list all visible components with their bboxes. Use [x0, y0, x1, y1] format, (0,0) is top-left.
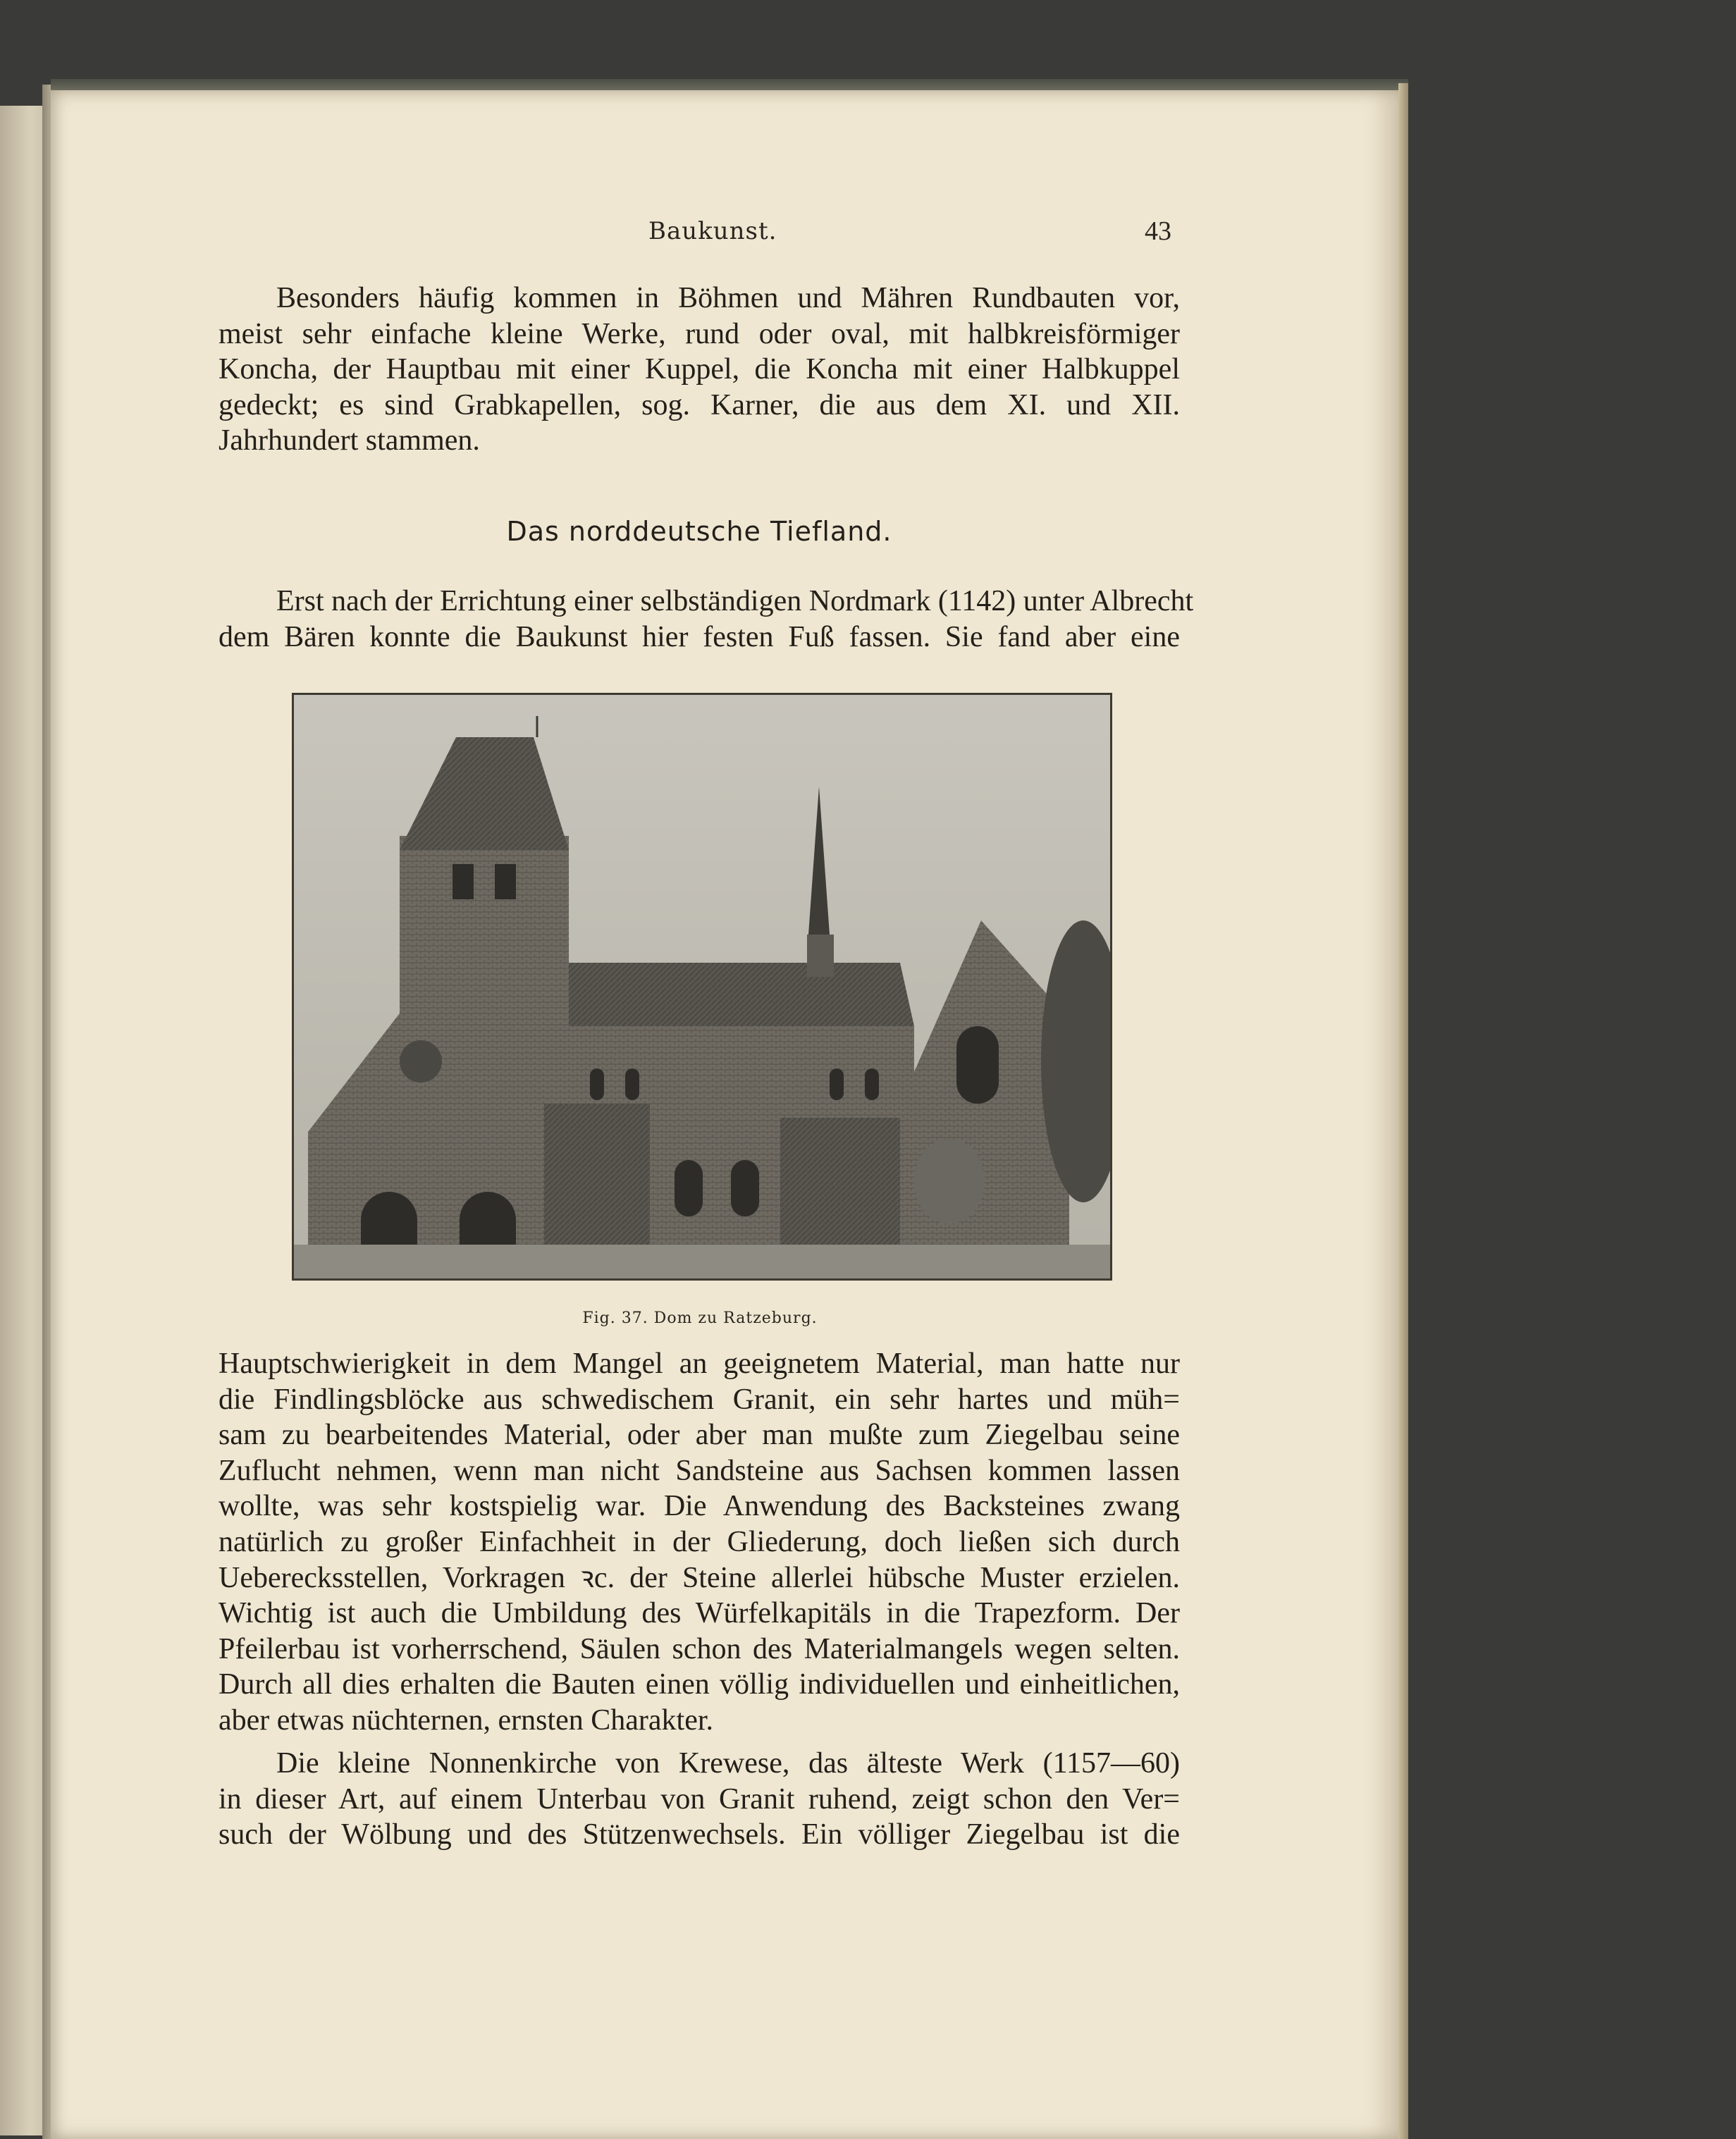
text-line: dem Bären konnte die Baukunst hier festen Fuß fassen. Sie fand aber eine	[218, 620, 1180, 653]
text-line: meist sehr einfache kleine Werke, rund oder oval, mit halbkreisförmiger	[218, 317, 1180, 350]
running-head: Baukunst.	[648, 217, 777, 245]
text-line: such der Wölbung und des Stützenwechsels. Ein völliger Ziegelbau ist die	[218, 1818, 1180, 1851]
figure-caption: Fig. 37. Dom zu Ratzeburg.	[582, 1309, 818, 1327]
text-line: Jahrhundert stammen.	[218, 424, 480, 457]
paragraph-material	[218, 1346, 1180, 1739]
book-cover-edge	[51, 79, 1408, 90]
paragraph-nordmark	[218, 584, 1194, 655]
page-fore-edge	[1398, 83, 1408, 2139]
text-line: in dieser Art, auf einem Unterbau von Granit ruhend, zeigt schon den Ver=	[218, 1782, 1180, 1816]
text-line: wollte, was sehr kostspielig war. Die Anwendung des Backsteines zwang	[218, 1490, 1180, 1523]
text-line: Hauptschwierigkeit in dem Mangel an geeignetem Material, man hatte nur	[218, 1348, 1180, 1380]
text-line: Koncha, der Hauptbau mit einer Kuppel, die Koncha mit einer Halbkuppel	[218, 353, 1180, 386]
text-line: Durch all dies erhalten die Bauten einen völlig individuellen und einheitlichen,	[218, 1668, 1180, 1701]
text-line: Zuflucht nehmen, wenn man nicht Sandsteine aus Sachsen kommen lassen	[218, 1454, 1180, 1487]
text-line: sam zu bearbeitendes Material, oder aber man mußte zum Ziegelbau seine	[218, 1419, 1180, 1452]
page-number: 43	[1145, 216, 1171, 246]
paragraph-krewese	[218, 1746, 1180, 1853]
section-heading: Das norddeutsche Tiefland.	[506, 516, 892, 547]
text-line: natürlich zu großer Einfachheit in der Gliederung, doch ließen sich durch	[218, 1525, 1180, 1558]
figure-cathedral-photo	[292, 693, 1112, 1281]
text-line: Erst nach der Errichtung einer selbständigen Nordmark (1142) unter Albrecht	[276, 585, 1194, 617]
text-line: gedeckt; es sind Grabkapellen, sog. Karner, die aus dem XI. und XII.	[218, 388, 1180, 421]
text-line: aber etwas nüchternen, ernsten Charakter.	[218, 1703, 714, 1737]
text-line: Ueberecksstellen, Vorkragen ꝛc. der Steine allerlei hübsche Muster erzielen.	[218, 1561, 1180, 1594]
paragraph-rundbauten	[218, 281, 1180, 459]
cathedral-illustration	[294, 695, 1110, 1278]
text-line: die Findlingsblöcke aus schwedischem Granit, ein sehr hartes und müh=	[218, 1383, 1180, 1416]
text-line: Wichtig ist auch die Umbildung des Würfelkapitäls in die Trapezform. Der	[218, 1597, 1180, 1630]
text-line: Pfeilerbau ist vorherrschend, Säulen schon des Materialmangels wegen selten.	[218, 1632, 1180, 1665]
text-line: Die kleine Nonnenkirche von Krewese, das älteste Werk (1157—60)	[276, 1747, 1180, 1780]
text-line: Besonders häufig kommen in Böhmen und Mähren Rundbauten vor,	[276, 282, 1180, 314]
